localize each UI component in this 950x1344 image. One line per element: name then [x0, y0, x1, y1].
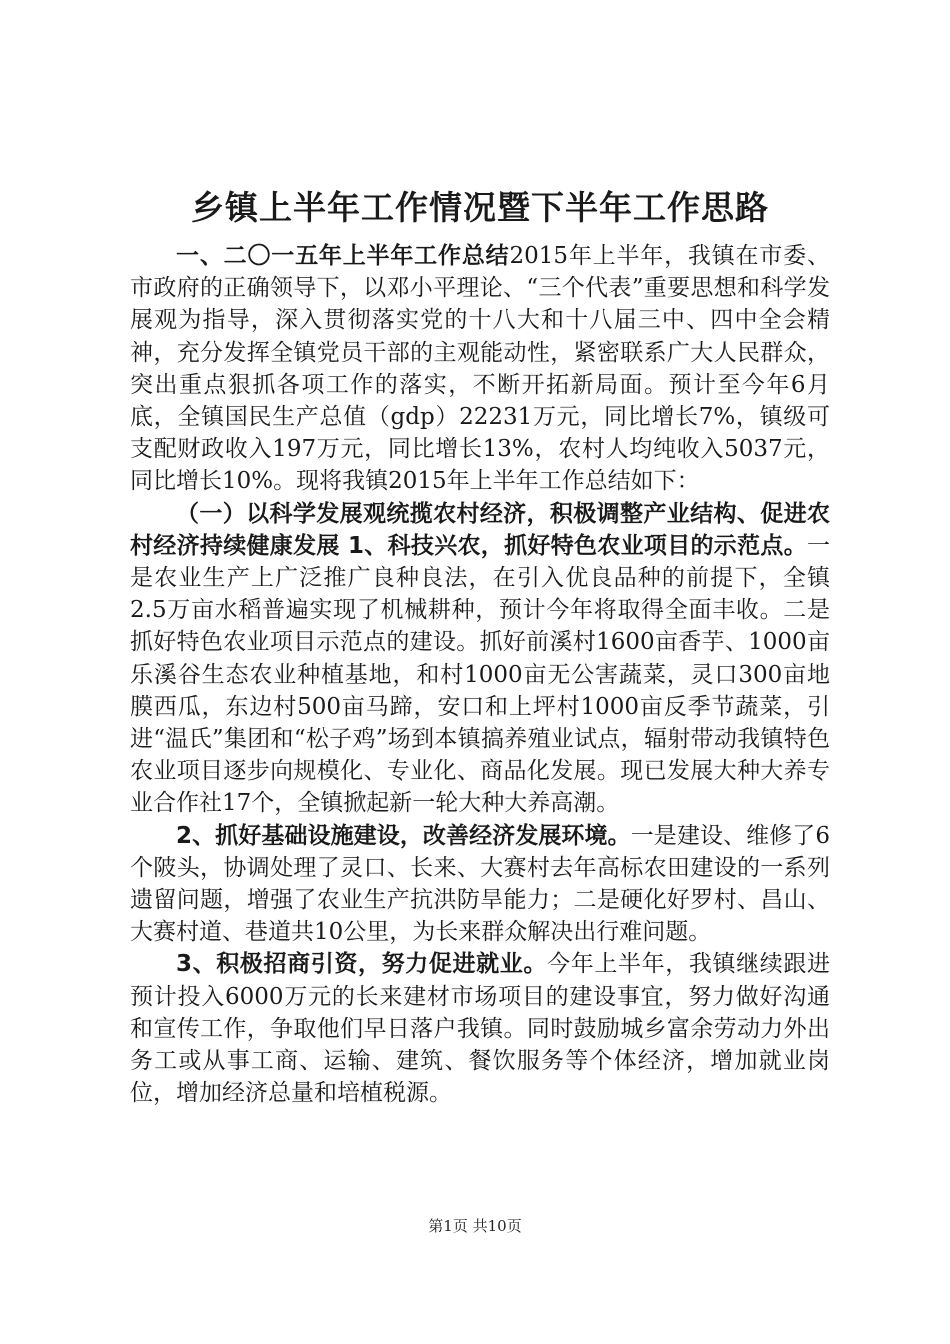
paragraph-1-body: 2015年上半年，我镇在市委、市政府的正确领导下，以邓小平理论、“三个代表”重要思想和科学发展观为指导，深入贯彻落实党的十八大和十八届三中、四中全会精神，充分发挥全镇党员干部的主观能动性，紧密联系广大人民群众，突出重点狠抓各项工作的落实，不断开拓新局面。预计至今年6月底，全镇国民生产总值（gdp）22231万元，同比增长7%，镇级可支配财政收入197万元，同比增长13%，农村人均纯收入5037元，同比增长10%。现将我镇2015年上半年工作总结如下： [130, 243, 831, 495]
document-title: 乡镇上半年工作情况暨下半年工作思路 [191, 188, 769, 227]
page-footer: 第1页 共10页 [428, 1217, 522, 1235]
document-page [130, 182, 830, 1109]
paragraph-3-heading: 2、抓好基础设施建设，改善经济发展环境。 [176, 822, 631, 849]
paragraph-1 [130, 240, 830, 498]
paragraph-2-heading: （一）以科学发展观统揽农村经济，积极调整产业结构、促进农村经济持续健康发展 1、科技兴农，抓好特色农业项目的示范点。 [130, 500, 830, 559]
paragraph-1-heading: 一、二〇一五年上半年工作总结 [176, 243, 510, 269]
paragraph-2-body: 一是农业生产上广泛推广良种良法，在引入优良品种的前提下，全镇2.5万亩水稻普遍实现了机械耕种，预计今年将取得全面丰收。二是抓好特色农业项目示范点的建设。抓好前溪村1600亩香芋、1000亩乐溪谷生态农业种植基地，和村1000亩无公害蔬菜，灵口300亩地膜西瓜，东边村500亩马蹄，安口和上坪村1000亩反季节蔬菜，引进“温氏”集团和“松子鸡”场到本镇搞养殖业试点，辐射带动我镇特色农业项目逐步向规模化、专业化、商品化发展。现已发展大种大养专业合作社17个，全镇掀起新一轮大种大养高潮。 [130, 532, 830, 817]
paragraph-3-body: 一是建设、维修了6个陂头，协调处理了灵口、长来、大赛村去年高标农田建设的一系列遗留问题，增强了农业生产抗洪防旱能力；二是硬化好罗村、昌山、大赛村道、巷道共10公里，为长来群众解决出行难问题。 [130, 822, 830, 946]
paragraph-4 [130, 948, 830, 1109]
paragraph-2 [130, 498, 830, 820]
paragraph-4-heading: 3、积极招商引资，努力促进就业。 [176, 951, 548, 978]
paragraph-4-body: 今年上半年，我镇继续跟进预计投入6000万元的长来建材市场项目的建设事宜，努力做好沟通和宣传工作，争取他们早日落户我镇。同时鼓励城乡富余劳动力外出务工或从事工商、运输、建筑、餐饮服务等个体经济，增加就业岗位，增加经济总量和培植税源。 [130, 951, 830, 1107]
paragraph-3 [130, 820, 830, 949]
